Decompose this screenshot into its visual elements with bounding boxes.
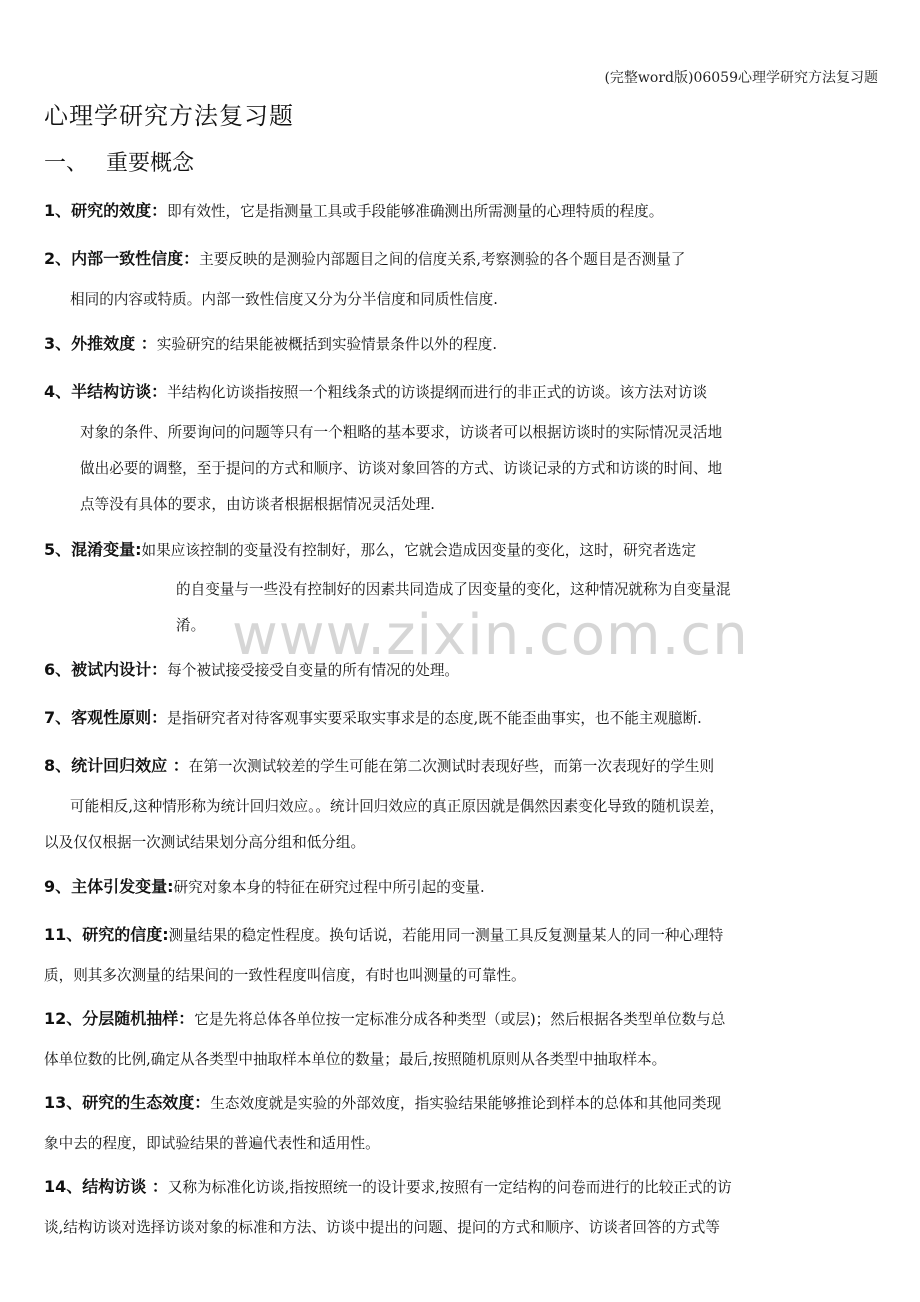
entry-8-line-3: 以及仅仅根据一次测试结果划分高分组和低分组。 [44,834,366,851]
entry-9-text: 研究对象本身的特征在研究过程中所引起的变量. [173,879,485,896]
entry-6-term: 6、被试内设计： [44,660,168,679]
entry-4-line-1 [44,379,707,402]
entry-8-text: 在第一次测试较差的学生可能在第二次测试时表现好些，而第一次表现好的学生则 [188,758,715,775]
entry-6-line-1 [44,657,459,680]
entry-13-line-1 [44,1090,721,1113]
section-title: 重要概念 [106,151,195,176]
entry-5-line-2: 的自变量与一些没有控制好的因素共同造成了因变量的变化，这种情况就称为自变量混 [176,581,731,598]
entry-8-term: 8、统计回归效应 ： [44,756,189,775]
entry-4-line-3: 做出必要的调整，至于提问的方式和顺序、访谈对象回答的方式、访谈记录的方式和访谈的时间、地 [80,460,723,477]
section-number: 一、 [44,151,89,176]
entry-1-line-1 [44,198,663,221]
entry-14-text: 又称为标准化访谈,指按照统一的设计要求,按照有一定结构的问卷而进行的比较正式的访 [167,1179,732,1196]
entry-11-line-2: 质，则其多次测量的结果间的一致性程度叫信度，有时也叫测量的可靠性。 [44,967,526,984]
entry-2-line-2: 相同的内容或特质。内部一致性信度又分为分半信度和同质性信度. [70,291,498,308]
entry-8-line-1 [44,753,714,776]
entry-9-line-1 [44,874,485,897]
entry-7-line-1 [44,705,702,728]
entry-4-text: 半结构化访谈指按照一个粗线条式的访谈提纲而进行的非正式的访谈。该方法对访谈 [167,384,708,401]
entry-2-text: 主要反映的是测验内部题目之间的信度关系,考察测验的各个题目是否测量了 [199,251,686,268]
entry-5-line-1 [44,537,696,560]
entry-6-text: 每个被试接受接受自变量的所有情况的处理。 [167,662,460,679]
watermark: www.zixin.com.cn [232,603,749,668]
entry-5-text: 如果应该控制的变量没有控制好，那么，它就会造成因变量的变化，这时，研究者选定 [141,542,697,559]
document-title: 心理学研究方法复习题 [44,102,294,130]
entry-5-term: 5、混淆变量: [44,540,142,559]
entry-1-term: 1、研究的效度： [44,201,168,220]
entry-11-text: 测量结果的稳定性程度。换句话说，若能用同一测量工具反复测量某人的同一种心理特 [168,927,724,944]
entry-12-term: 12、分层随机抽样： [44,1009,195,1028]
entry-13-line-2: 象中去的程度，即试验结果的普遍代表性和适用性。 [44,1135,380,1152]
entry-4-line-2: 对象的条件、所要询问的问题等只有一个粗略的基本要求，访谈者可以根据访谈时的实际情况灵活地 [80,424,723,441]
entry-13-text: 生态效度就是实验的外部效度，指实验结果能够推论到样本的总体和其他同类现 [210,1095,722,1112]
entry-5-line-3: 淆。 [176,617,206,634]
entry-4-term: 4、半结构访谈： [44,382,168,401]
entry-9-term: 9、主体引发变量: [44,877,174,896]
entry-8-line-2: 可能相反,这种情形称为统计回归效应。。统计回归效应的真正原因就是偶然因素变化导致的随机误差， [70,798,725,815]
entry-3-text: 实验研究的结果能被概括到实验情景条件以外的程度. [156,336,498,353]
running-header: (完整word版)06059心理学研究方法复习题 [604,70,878,86]
entry-12-line-2: 体单位数的比例,确定从各类型中抽取样本单位的数量；最后,按照随机原则从各类型中抽取样本。 [44,1051,667,1068]
entry-7-text: 是指研究者对待客观事实要采取实事求是的态度,既不能歪曲事实，也不能主观臆断. [167,710,702,727]
entry-14-line-1 [44,1174,732,1197]
entry-3-line-1 [44,331,497,354]
entry-1-text: 即有效性，它是指测量工具或手段能够准确测出所需测量的心理特质的程度。 [167,203,664,220]
entry-12-text: 它是先将总体各单位按一定标准分成各种类型（或层)；然后根据各类型单位数与总 [194,1011,726,1028]
entry-14-line-2: 谈,结构访谈对选择访谈对象的标准和方法、访谈中提出的问题、提问的方式和顺序、访谈者回答的方式等 [44,1219,720,1236]
entry-7-term: 7、客观性原则： [44,708,168,727]
entry-4-line-4: 点等没有具体的要求，由访谈者根据根据情况灵活处理. [80,496,435,513]
section-heading [44,146,194,177]
entry-11-term: 11、研究的信度: [44,925,169,944]
entry-2-line-1 [44,246,685,269]
entry-14-term: 14、结构访谈 ： [44,1177,168,1196]
entry-12-line-1 [44,1006,725,1029]
entry-13-term: 13、研究的生态效度： [44,1093,211,1112]
entry-11-line-1 [44,922,723,945]
entry-2-term: 2、内部一致性信度： [44,249,200,268]
entry-3-term: 3、外推效度 ： [44,334,157,353]
